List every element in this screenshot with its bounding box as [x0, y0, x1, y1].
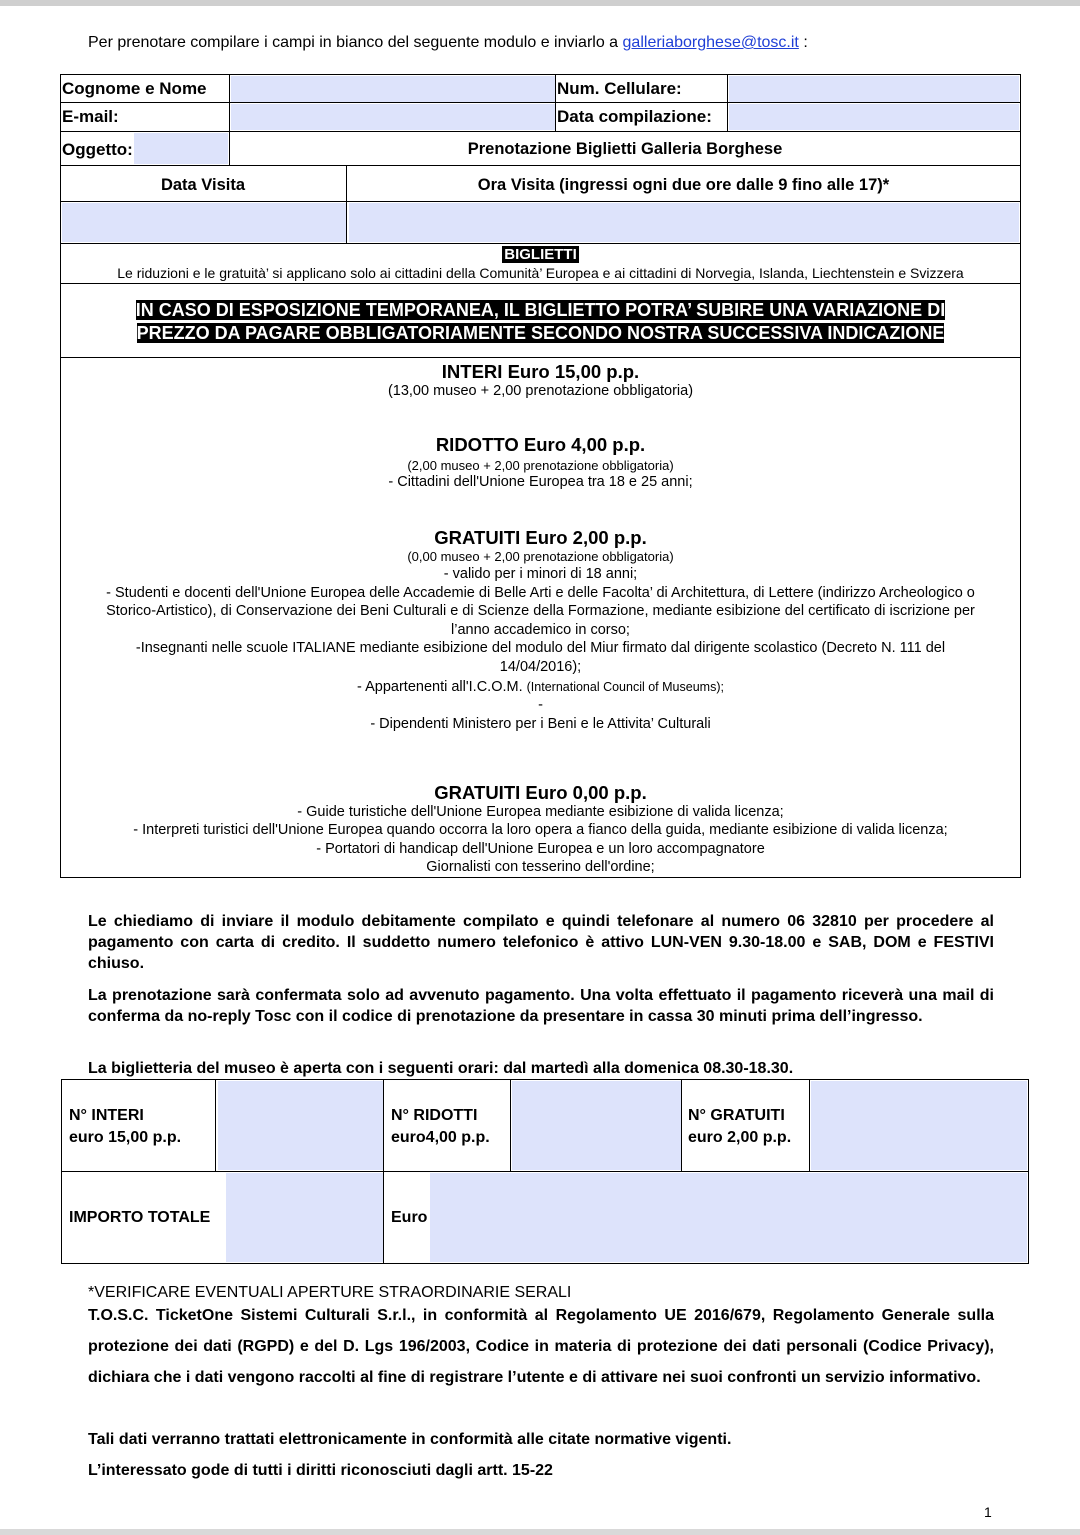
gratuiti2-line: - [538, 697, 543, 713]
instructions-hours: La biglietteria del museo è aperta con i seguenti orari: dal martedì alla domenica 08.30-18.30. [88, 1060, 794, 1077]
divider [215, 1079, 216, 1171]
intro-line [88, 34, 808, 52]
ridotti-order-label-2: euro4,00 p.p. [391, 1129, 490, 1146]
instructions-confirmation: La prenotazione sarà confermata solo ad avvenuto pagamento. Una volta effettuato il pagamento riceverà una mail di conferma da no-reply Tosc con il codice di prenotazione da presentare in cassa 30 minuti prima dell’ingresso. [88, 987, 994, 1025]
gratuiti2-line: Storico-Artistico), di Conservazione dei Beni Culturali e di Scienze della Formazione, mediante esibizione del certificato di iscrizione per [106, 603, 975, 619]
gratuiti-order-label [688, 1105, 791, 1149]
visit-time-label: Ora Visita (ingressi ogni due ore dalle 9 fino alle 17)* [477, 176, 890, 194]
ridotti-order-label-1: N° RIDOTTI [391, 1107, 478, 1124]
divider [60, 102, 1021, 103]
gratuiti2-detail: (0,00 museo + 2,00 prenotazione obbligatoria) [407, 549, 674, 564]
divider [681, 1079, 682, 1171]
tickets-heading: BIGLIETTI [504, 246, 577, 263]
divider [60, 201, 1021, 202]
email-label: E-mail: [62, 107, 119, 126]
intro-text: Per prenotare compilare i campi in bianco del seguente modulo e inviarlo a [88, 34, 619, 51]
gratuiti2-line: - valido per i minori di 18 anni; [443, 566, 638, 582]
warning-line-1: IN CASO DI ESPOSIZIONE TEMPORANEA, IL BIGLIETTO POTRA’ SUBIRE UNA VARIAZIONE DI [135, 300, 946, 320]
gratuiti2-line: - Studenti e docenti dell'Unione Europea delle Accademie di Belle Arti e delle Facolta’ di Architettura, di Lettere (indirizzo Archeologico o [106, 585, 975, 601]
top-border [0, 0, 1080, 6]
divider [60, 283, 1021, 284]
total-label: IMPORTO TOTALE [69, 1209, 211, 1226]
ridotto-title: RIDOTTO Euro 4,00 p.p. [435, 434, 646, 455]
gratuiti0-line: - Guide turistiche dell'Unione Europea mediante esibizione di valida licenza; [297, 804, 784, 820]
tickets-heading-row [60, 246, 1021, 263]
ridotto-detail: (2,00 museo + 2,00 prenotazione obbligatoria) [407, 458, 674, 473]
page-number: 1 [984, 1504, 992, 1520]
gratuiti0-line: Giornalisti con tesserino dell'ordine; [426, 859, 655, 875]
email-link[interactable]: galleriaborghese@tosc.it [622, 34, 799, 51]
evening-openings-note: *VERIFICARE EVENTUALI APERTURE STRAORDINARIE SERALI [88, 1284, 572, 1301]
warning-banner [60, 299, 1021, 345]
gratuiti0-line: - Interpreti turistici dell'Unione Europea quando occorra la loro opera a fianco della guida, mediante esibizione di valida licenza; [133, 822, 948, 838]
divider [60, 357, 1021, 358]
ridotti-order-label [391, 1105, 490, 1149]
privacy-statement: T.O.S.C. TicketOne Sistemi Culturali S.r.l., in conformità al Regolamento UE 2016/679, Regolamento Generale sulla protezione dei dati (RGPD) e del D. Lgs 196/2003, Codice in materia di protezione dei dati personali (Codice Privacy), dichiara che i dati vengono raccolti al fine di registrare l’utente e di attivare nei suoi confronti un servizio informativo. [88, 1307, 994, 1386]
divider [60, 243, 1021, 244]
divider [555, 74, 556, 131]
warning-line-2: PREZZO DA PAGARE OBBLIGATORIAMENTE SECONDO NOSTRA SUCCESSIVA INDICAZIONE [136, 323, 945, 343]
gratuiti0-line: - Portatori di handicap dell'Unione Europea e un loro accompagnatore [316, 841, 765, 857]
visit-date-label: Data Visita [160, 176, 246, 194]
divider [60, 165, 1021, 166]
gratuiti-order-label-1: N° GRATUITI [688, 1107, 785, 1124]
instructions-payment: Le chiediamo di inviare il modulo debitamente compilato e quindi telefonare al numero 06 32810 per procedere al pagamento con carta di credito. Il suddetto numero telefonico è attivo LUN-VEN 9.30-18.00 e SAB, DOM e FESTIVI chiuso. [88, 913, 994, 972]
divider [61, 1171, 1029, 1172]
tickets-note: Le riduzioni e le gratuità’ si applicano solo ai cittadini della Comunità’ Europea e ai cittadini di Norvegia, Islanda, Liechtenstein e Svizzera [117, 265, 964, 281]
divider [809, 1079, 810, 1171]
gratuiti2-line: 14/04/2016); [499, 659, 582, 675]
divider [383, 1079, 384, 1264]
gratuiti2-line: -Insegnanti nelle scuole ITALIANE mediante esibizione del modulo del Miur firmato dal dirigente scolastico (Decreto N. 111 del [135, 640, 946, 656]
icom-line: - Appartenenti all'I.C.O.M. [357, 679, 523, 695]
subject-text: Prenotazione Biglietti Galleria Borghese [467, 140, 783, 158]
bottom-border [0, 1529, 1080, 1535]
ridotto-line: - Cittadini dell'Unione Europea tra 18 e 25 anni; [388, 474, 693, 490]
gratuiti-order-label-2: euro 2,00 p.p. [688, 1129, 792, 1146]
interi-order-label-2: euro 15,00 p.p. [69, 1129, 182, 1146]
icom-detail: (International Council of Museums); [526, 680, 724, 694]
gratuiti2-line: - Dipendenti Ministero per i Beni e le Attivita’ Culturali [370, 716, 711, 732]
divider [510, 1079, 511, 1171]
interi-title: INTERI Euro 15,00 p.p. [441, 361, 640, 382]
gratuiti2-line [60, 679, 1021, 695]
gratuiti2-line: l’anno accademico in corso; [451, 622, 630, 638]
interi-order-label [69, 1105, 181, 1149]
divider [727, 74, 728, 131]
interi-order-label-1: N° INTERI [69, 1107, 144, 1124]
phone-label: Num. Cellulare: [557, 79, 682, 98]
compilation-date-label: Data compilazione: [557, 107, 712, 126]
euro-label: Euro [391, 1209, 428, 1226]
interi-detail: (13,00 museo + 2,00 prenotazione obbligatoria) [387, 383, 694, 399]
subject-label: Oggetto: [62, 140, 133, 159]
data-treatment-note: Tali dati verranno trattati elettronicamente in conformità alle citate normative vigenti. [88, 1431, 732, 1448]
name-label: Cognome e Nome [62, 79, 207, 98]
rights-note: L’interessato gode di tutti i diritti riconosciuti dagli artt. 15-22 [88, 1462, 553, 1479]
gratuiti0-title: GRATUITI Euro 0,00 p.p. [434, 782, 647, 803]
divider [60, 131, 1021, 132]
gratuiti2-title: GRATUITI Euro 2,00 p.p. [434, 527, 647, 548]
intro-suffix: : [803, 34, 808, 51]
